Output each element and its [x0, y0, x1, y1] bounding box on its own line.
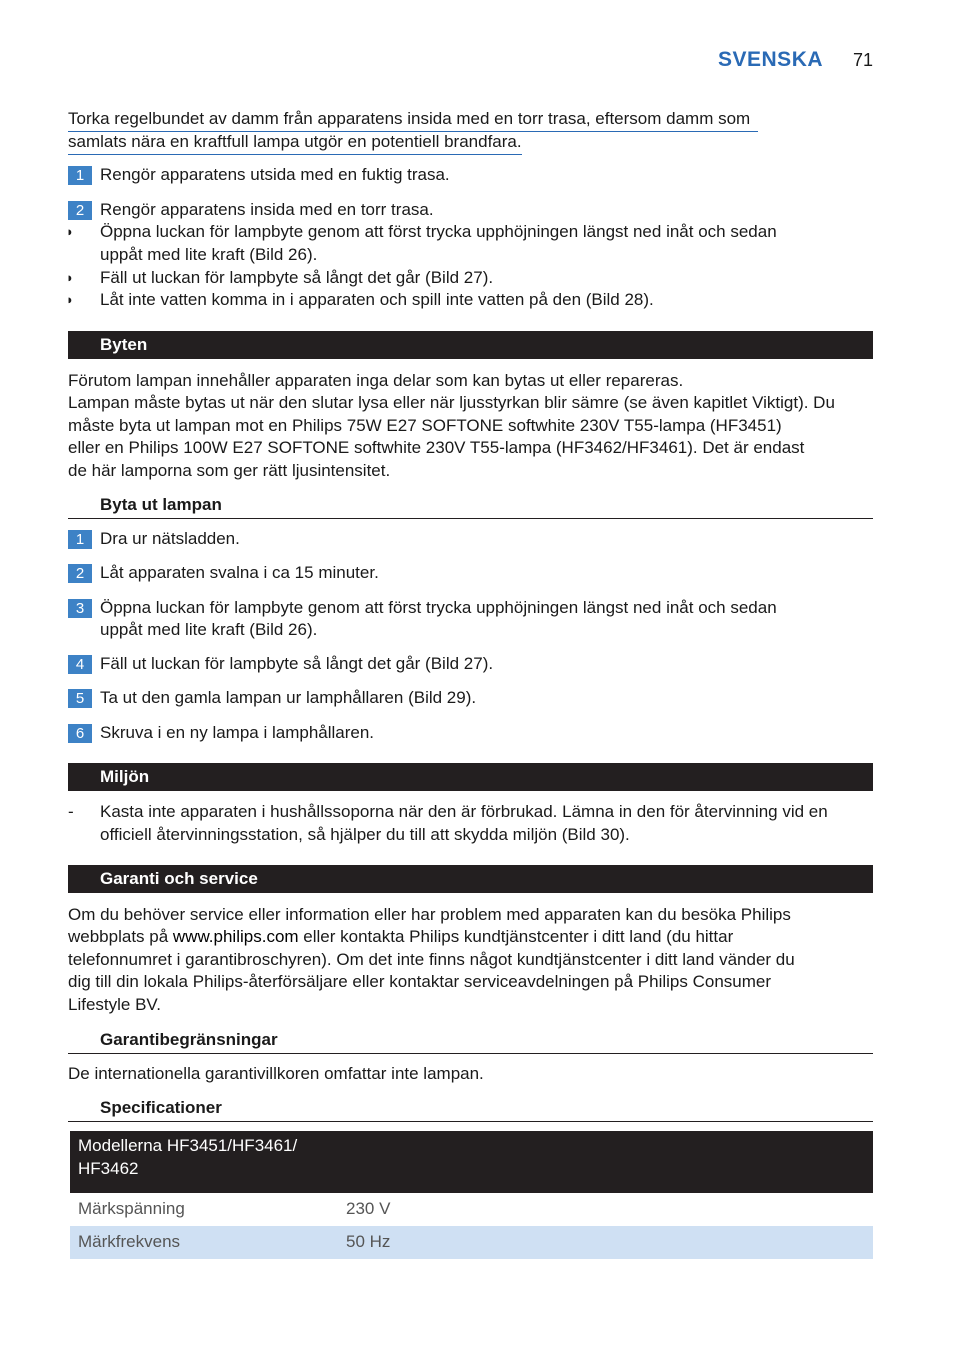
- spec-label: Märkspänning: [78, 1199, 185, 1218]
- replace-step-1: Dra ur nätsladden.: [100, 529, 240, 548]
- garanti-line: telefonnumret i garantibroschyren). Om det inte finns något kundtjänstcenter i ditt land vänder du: [68, 950, 795, 969]
- intro-warning-line-1: Torka regelbundet av damm från apparatens insida med en torr trasa, eftersom damm som: [68, 108, 758, 132]
- section-title: Miljön: [100, 767, 150, 786]
- step-number-badge: 2: [68, 201, 92, 220]
- intro-warning-line-2: samlats nära en kraftfull lampa utgör en potentiell brandfara.: [68, 131, 522, 155]
- step-number-badge: 1: [68, 530, 92, 549]
- bullet-icon: ◗: [66, 292, 74, 307]
- step-number-badge: 6: [68, 724, 92, 743]
- section-title: Garanti och service: [100, 869, 258, 888]
- byten-para-line: Förutom lampan innehåller apparaten inga delar som kan bytas ut eller repareras.: [68, 371, 684, 390]
- subsection-title-spec: Specificationer: [100, 1098, 222, 1117]
- spec-value: 230 V: [346, 1199, 391, 1218]
- spec-label: Märkfrekvens: [78, 1232, 181, 1251]
- garanti-line: dig till din lokala Philips-återförsäljare eller kontaktar serviceavdelningen på Philips Consumer: [68, 972, 772, 991]
- spec-row: [70, 1193, 873, 1226]
- garanti-line: Lifestyle BV.: [68, 995, 161, 1014]
- clean-bullet-1-line-2: uppåt med lite kraft (Bild 26).: [100, 245, 318, 264]
- replace-step-2: Låt apparaten svalna i ca 15 minuter.: [100, 563, 379, 582]
- byten-para-line: måste byta ut lampan mot en Philips 75W E27 SOFTONE softwhite 230V T55-lampa (HF3451): [68, 416, 782, 435]
- clean-step-1: Rengör apparatens utsida med en fuktig trasa.: [100, 165, 450, 184]
- subsection-title-begransningar: Garantibegränsningar: [100, 1030, 278, 1049]
- philips-website-link[interactable]: www.philips.com: [172, 927, 299, 946]
- replace-step-5: Ta ut den gamla lampan ur lamphållaren (Bild 29).: [100, 688, 477, 707]
- dash-bullet: -: [68, 802, 74, 821]
- byten-para-line: Lampan måste bytas ut när den slutar lysa eller när ljusstyrkan blir sämre (se även kapitlet Viktigt). Du: [68, 393, 835, 412]
- step-number-badge: 2: [68, 564, 92, 583]
- bullet-icon: ◗: [66, 224, 74, 239]
- garanti-line-1: Om du behöver service eller information eller har problem med apparaten kan du besöka Philips: [68, 905, 791, 924]
- subsection-title-byta-ut: Byta ut lampan: [100, 495, 222, 514]
- byten-para-line: eller en Philips 100W E27 SOFTONE softwhite 230V T55-lampa (HF3462/HF3461). Det är endast: [68, 438, 805, 457]
- spec-table-header: [70, 1131, 873, 1193]
- spec-table-header-text: Modellerna HF3451/HF3461/ HF3462: [78, 1136, 298, 1178]
- section-bar-byten: [68, 331, 873, 359]
- clean-bullet-3: Låt inte vatten komma in i apparaten och spill inte vatten på den (Bild 28).: [100, 290, 654, 309]
- spec-value: 50 Hz: [346, 1232, 391, 1251]
- step-number-badge: 4: [68, 655, 92, 674]
- clean-bullet-2: Fäll ut luckan för lampbyte så långt det går (Bild 27).: [100, 268, 494, 287]
- miljon-line-1: Kasta inte apparaten i hushållssoporna när den är förbrukad. Lämna in den för återvinning vid en: [100, 802, 828, 821]
- divider: [68, 518, 873, 519]
- miljon-line-2: officiell återvinningsstation, så hjälper du till att skydda miljön (Bild 30).: [100, 825, 630, 844]
- replace-step-3-line-1: Öppna luckan för lampbyte genom att först trycka upphöjningen längst ned inåt och sedan: [100, 598, 777, 617]
- section-bar-miljon: [68, 763, 873, 791]
- page-number: 71: [853, 50, 874, 70]
- divider: [68, 1121, 873, 1122]
- byten-para-line: de här lamporna som ger rätt ljusintensitet.: [68, 461, 391, 480]
- spec-row-highlighted: [70, 1226, 873, 1259]
- replace-step-3-line-2: uppåt med lite kraft (Bild 26).: [100, 620, 318, 639]
- replace-step-4: Fäll ut luckan för lampbyte så långt det går (Bild 27).: [100, 654, 494, 673]
- step-number-badge: 5: [68, 689, 92, 708]
- clean-bullet-1-line-1: Öppna luckan för lampbyte genom att först trycka upphöjningen längst ned inåt och sedan: [100, 222, 777, 241]
- step-number-badge: 3: [68, 599, 92, 618]
- language-label: SVENSKA: [718, 48, 824, 71]
- divider: [68, 1053, 873, 1054]
- garanti-line-2: webbplats på www.philips.com eller kontakta Philips kundtjänstcenter i ditt land (du hittar: [68, 927, 734, 946]
- replace-step-6: Skruva i en ny lampa i lamphållaren.: [100, 723, 375, 742]
- clean-step-2: Rengör apparatens insida med en torr trasa.: [100, 200, 434, 219]
- section-bar-garanti: [68, 865, 873, 893]
- begransningar-text: De internationella garantivillkoren omfattar inte lampan.: [68, 1064, 484, 1083]
- bullet-icon: ◗: [66, 270, 74, 285]
- section-title: Byten: [100, 335, 148, 354]
- step-number-badge: 1: [68, 166, 92, 185]
